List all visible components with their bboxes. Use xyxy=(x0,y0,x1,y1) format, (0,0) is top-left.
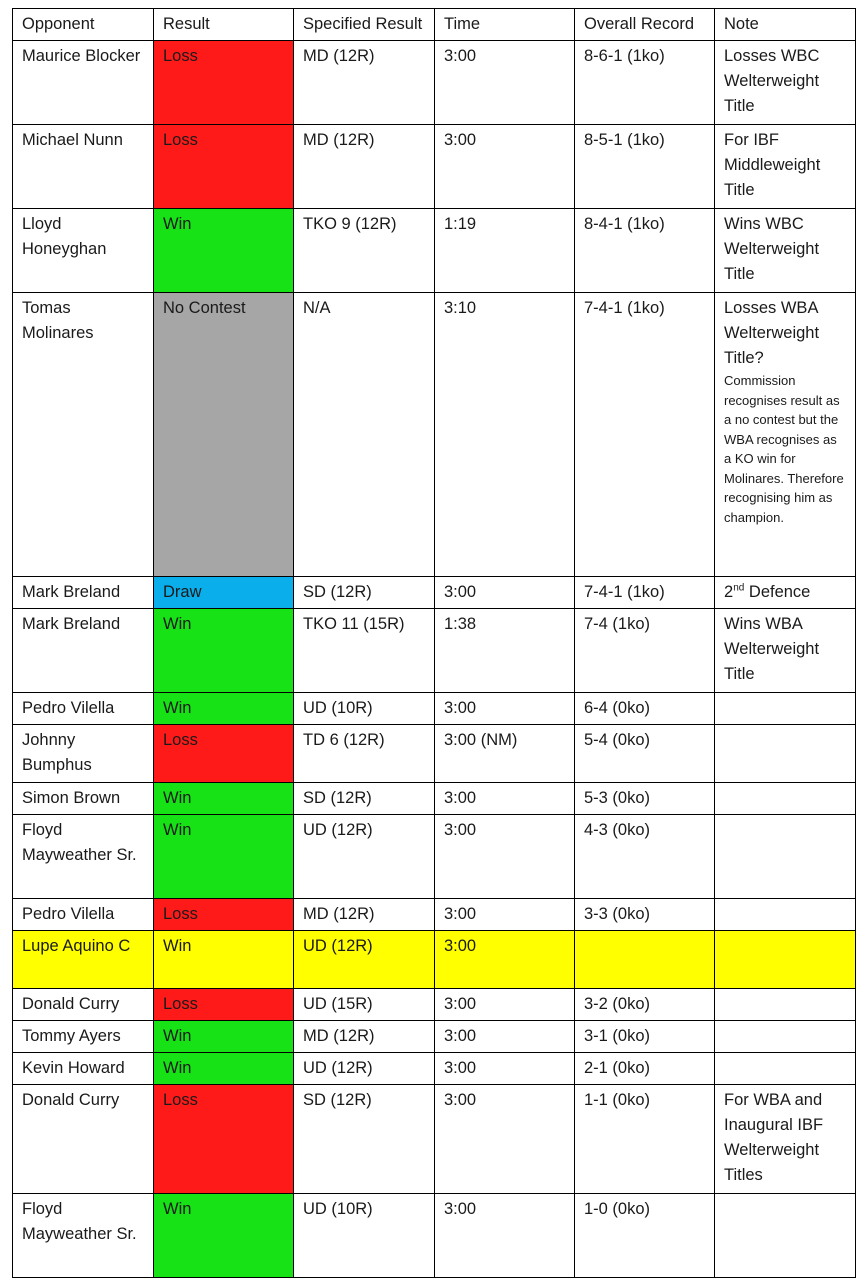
specified-result-cell: N/A xyxy=(294,293,435,577)
table-row xyxy=(13,815,856,899)
table-row xyxy=(13,899,856,931)
table-body xyxy=(13,41,856,1278)
note-text: Losses WBC Welterweight Title xyxy=(724,47,820,115)
time-cell: 3:00 xyxy=(435,1194,575,1278)
overall-record-cell: 3-3 (0ko) xyxy=(575,899,715,931)
opponent-cell: Johnny Bumphus xyxy=(13,725,154,783)
header-time: Time xyxy=(435,9,575,41)
specified-result-cell: SD (12R) xyxy=(294,783,435,815)
fight-record-table xyxy=(12,8,856,1278)
time-cell: 1:19 xyxy=(435,209,575,293)
time-cell: 3:00 xyxy=(435,1085,575,1194)
result-cell: Win xyxy=(154,1194,294,1278)
overall-record-cell: 1-0 (0ko) xyxy=(575,1194,715,1278)
overall-record-cell: 8-5-1 (1ko) xyxy=(575,125,715,209)
specified-result-cell: UD (10R) xyxy=(294,1194,435,1278)
result-cell: Win xyxy=(154,931,294,989)
time-cell: 3:00 xyxy=(435,1021,575,1053)
header-row xyxy=(13,9,856,41)
overall-record-cell: 1-1 (0ko) xyxy=(575,1085,715,1194)
note-cell xyxy=(715,1053,856,1085)
note-cell xyxy=(715,693,856,725)
note-cell xyxy=(715,209,856,293)
note-cell xyxy=(715,899,856,931)
note-detail-text: Commission recognises result as a no contest but the WBA recognises as a KO win for Molinares. Therefore recognising him as champion. xyxy=(724,373,844,525)
overall-record-cell: 8-4-1 (1ko) xyxy=(575,209,715,293)
header-overall-record: Overall Record xyxy=(575,9,715,41)
table-row xyxy=(13,725,856,783)
note-cell xyxy=(715,41,856,125)
time-cell: 3:00 (NM) xyxy=(435,725,575,783)
overall-record-cell: 6-4 (0ko) xyxy=(575,693,715,725)
specified-result-cell: MD (12R) xyxy=(294,125,435,209)
note-cell xyxy=(715,931,856,989)
result-cell: Loss xyxy=(154,1085,294,1194)
result-cell: Loss xyxy=(154,125,294,209)
table-row xyxy=(13,1021,856,1053)
table-row xyxy=(13,1085,856,1194)
result-cell: Win xyxy=(154,783,294,815)
time-cell: 3:00 xyxy=(435,989,575,1021)
result-cell: Loss xyxy=(154,725,294,783)
specified-result-cell: UD (12R) xyxy=(294,1053,435,1085)
opponent-cell: Lupe Aquino C xyxy=(13,931,154,989)
note-cell xyxy=(715,1085,856,1194)
opponent-cell: Kevin Howard xyxy=(13,1053,154,1085)
time-cell: 3:10 xyxy=(435,293,575,577)
overall-record-cell xyxy=(575,931,715,989)
overall-record-cell: 2-1 (0ko) xyxy=(575,1053,715,1085)
specified-result-cell: UD (10R) xyxy=(294,693,435,725)
note-cell xyxy=(715,577,856,609)
header-note: Note xyxy=(715,9,856,41)
opponent-cell: Lloyd Honeyghan xyxy=(13,209,154,293)
opponent-cell: Simon Brown xyxy=(13,783,154,815)
note-cell xyxy=(715,1021,856,1053)
note-text: Losses WBA Welterweight Title? xyxy=(724,299,820,367)
opponent-cell: Mark Breland xyxy=(13,609,154,693)
time-cell: 3:00 xyxy=(435,693,575,725)
time-cell: 3:00 xyxy=(435,41,575,125)
note-cell xyxy=(715,783,856,815)
specified-result-cell: SD (12R) xyxy=(294,577,435,609)
overall-record-cell: 3-2 (0ko) xyxy=(575,989,715,1021)
header-result: Result xyxy=(154,9,294,41)
result-cell: Win xyxy=(154,693,294,725)
result-cell: Win xyxy=(154,609,294,693)
table-row xyxy=(13,577,856,609)
table-row xyxy=(13,783,856,815)
time-cell: 1:38 xyxy=(435,609,575,693)
opponent-cell: Mark Breland xyxy=(13,577,154,609)
note-text: For WBA and Inaugural IBF Welterweight Titles xyxy=(724,1091,824,1184)
result-cell: Win xyxy=(154,1021,294,1053)
opponent-cell: Donald Curry xyxy=(13,989,154,1021)
result-cell: Win xyxy=(154,815,294,899)
opponent-cell: Tommy Ayers xyxy=(13,1021,154,1053)
time-cell: 3:00 xyxy=(435,783,575,815)
table-row xyxy=(13,209,856,293)
opponent-cell: Michael Nunn xyxy=(13,125,154,209)
opponent-cell: Maurice Blocker xyxy=(13,41,154,125)
note-cell xyxy=(715,293,856,577)
note-cell xyxy=(715,725,856,783)
time-cell: 3:00 xyxy=(435,899,575,931)
overall-record-cell: 7-4-1 (1ko) xyxy=(575,577,715,609)
header-specified-result: Specified Result xyxy=(294,9,435,41)
note-cell xyxy=(715,1194,856,1278)
specified-result-cell: MD (12R) xyxy=(294,41,435,125)
time-cell: 3:00 xyxy=(435,815,575,899)
opponent-cell: Tomas Molinares xyxy=(13,293,154,577)
note-superscript: nd xyxy=(733,582,745,594)
specified-result-cell: MD (12R) xyxy=(294,899,435,931)
result-cell: Loss xyxy=(154,899,294,931)
overall-record-cell: 8-6-1 (1ko) xyxy=(575,41,715,125)
note-text: 2 xyxy=(724,583,734,601)
opponent-cell: Donald Curry xyxy=(13,1085,154,1194)
opponent-cell: Pedro Vilella xyxy=(13,693,154,725)
table-row xyxy=(13,125,856,209)
result-cell: Loss xyxy=(154,989,294,1021)
note-text-suffix: Defence xyxy=(744,583,811,601)
note-cell xyxy=(715,125,856,209)
time-cell: 3:00 xyxy=(435,577,575,609)
note-text: Wins WBC Welterweight Title xyxy=(724,215,820,283)
note-text: Wins WBA Welterweight Title xyxy=(724,615,820,683)
specified-result-cell: TKO 11 (15R) xyxy=(294,609,435,693)
result-cell: Win xyxy=(154,1053,294,1085)
note-text: For IBF Middleweight Title xyxy=(724,131,821,199)
result-cell: No Contest xyxy=(154,293,294,577)
time-cell: 3:00 xyxy=(435,931,575,989)
specified-result-cell: TD 6 (12R) xyxy=(294,725,435,783)
table-row xyxy=(13,41,856,125)
opponent-cell: Floyd Mayweather Sr. xyxy=(13,1194,154,1278)
overall-record-cell: 5-4 (0ko) xyxy=(575,725,715,783)
overall-record-cell: 4-3 (0ko) xyxy=(575,815,715,899)
table-row xyxy=(13,293,856,577)
result-cell: Loss xyxy=(154,41,294,125)
table-row xyxy=(13,693,856,725)
table-row xyxy=(13,931,856,989)
note-cell xyxy=(715,989,856,1021)
result-cell: Draw xyxy=(154,577,294,609)
overall-record-cell: 3-1 (0ko) xyxy=(575,1021,715,1053)
time-cell: 3:00 xyxy=(435,125,575,209)
specified-result-cell: SD (12R) xyxy=(294,1085,435,1194)
specified-result-cell: TKO 9 (12R) xyxy=(294,209,435,293)
table-row xyxy=(13,1053,856,1085)
overall-record-cell: 5-3 (0ko) xyxy=(575,783,715,815)
table-row xyxy=(13,989,856,1021)
specified-result-cell: UD (12R) xyxy=(294,815,435,899)
table-row xyxy=(13,609,856,693)
table-row xyxy=(13,1194,856,1278)
specified-result-cell: MD (12R) xyxy=(294,1021,435,1053)
header-opponent: Opponent xyxy=(13,9,154,41)
overall-record-cell: 7-4 (1ko) xyxy=(575,609,715,693)
note-cell xyxy=(715,815,856,899)
time-cell: 3:00 xyxy=(435,1053,575,1085)
opponent-cell: Floyd Mayweather Sr. xyxy=(13,815,154,899)
result-cell: Win xyxy=(154,209,294,293)
overall-record-cell: 7-4-1 (1ko) xyxy=(575,293,715,577)
specified-result-cell: UD (15R) xyxy=(294,989,435,1021)
opponent-cell: Pedro Vilella xyxy=(13,899,154,931)
specified-result-cell: UD (12R) xyxy=(294,931,435,989)
note-cell xyxy=(715,609,856,693)
